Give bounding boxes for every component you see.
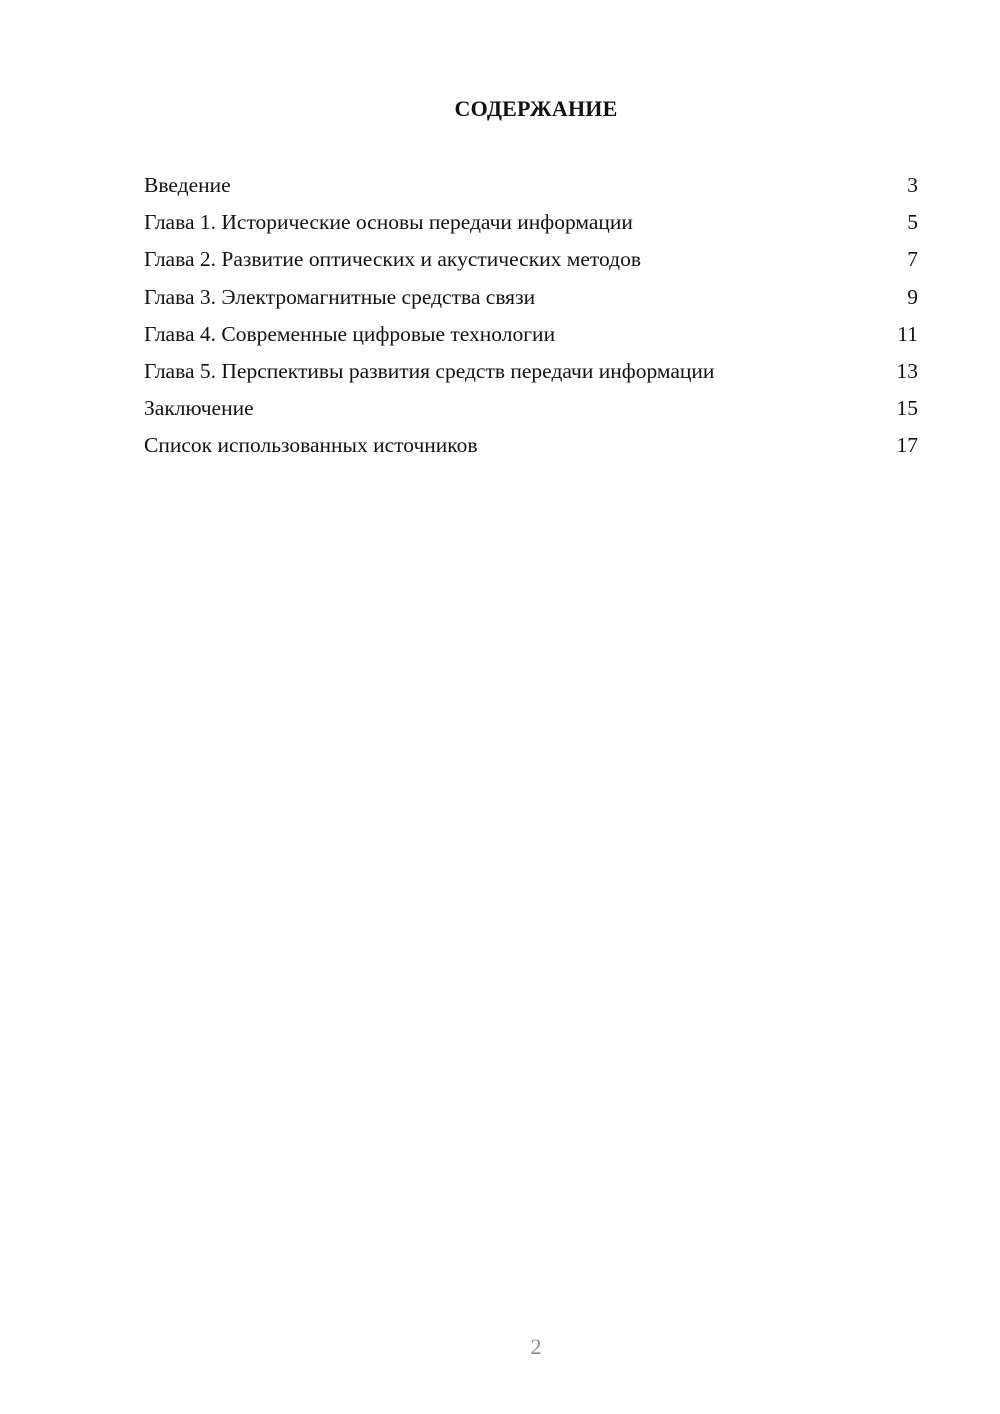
page-title: СОДЕРЖАНИЕ (454, 96, 618, 121)
toc-entry-page: 15 (896, 396, 918, 421)
toc-entry (144, 390, 918, 427)
toc-entry-label: Введение (144, 173, 231, 197)
page-number: 2 (530, 1334, 542, 1359)
toc-entry-page: 3 (907, 173, 918, 197)
toc-entry-page: 7 (907, 247, 918, 272)
toc-entry (144, 204, 918, 241)
toc-entry-page: 5 (907, 210, 918, 235)
toc-entry (144, 241, 918, 278)
toc-entry (144, 316, 918, 353)
toc-entry-label: Список использованных источников (144, 433, 478, 458)
toc-entry-label: Глава 5. Перспективы развития средств передачи информации (144, 358, 715, 383)
toc-entry-page: 13 (896, 358, 918, 383)
toc-entry-page: 9 (907, 284, 918, 309)
toc-entry-page: 11 (897, 321, 918, 346)
toc-entry (144, 279, 918, 316)
toc-entry-label: Глава 2. Развитие оптических и акустических методов (144, 247, 642, 272)
toc-entry-label: Глава 3. Электромагнитные средства связи (144, 284, 536, 309)
toc-entry-page: 17 (896, 433, 918, 458)
toc-entry (144, 353, 918, 390)
toc-entry-label: Заключение (144, 396, 254, 421)
toc-entry (144, 427, 918, 464)
table-of-contents (144, 167, 918, 465)
toc-entry-label: Глава 4. Современные цифровые технологии (144, 321, 556, 346)
toc-entry (144, 167, 918, 204)
toc-entry-label: Глава 1. Исторические основы передачи информации (144, 210, 633, 235)
